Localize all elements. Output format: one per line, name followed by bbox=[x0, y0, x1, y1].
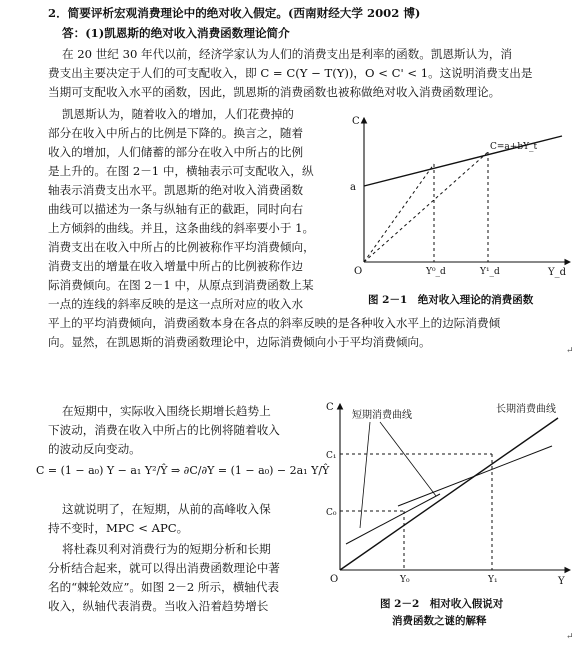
para-line: 轴表示消费支出水平。凯恩斯的绝对收入消费函数 bbox=[48, 183, 304, 197]
long-run-consumption-line bbox=[340, 418, 558, 570]
tick-y0: Y₀ bbox=[400, 575, 410, 585]
c1-label: C₁ bbox=[326, 451, 337, 461]
para-line: 费支出主要决定于人们的可支配收入，即 C = C(Y − T(Y))，O < C' < 1。这说明消费支出是 bbox=[48, 66, 533, 80]
ray-to-point-1 bbox=[364, 152, 488, 262]
para-line: 消费支出的增量在收入增量中所占的比例被称作边 bbox=[48, 259, 304, 273]
paragraph-mark: ↵ bbox=[566, 346, 574, 356]
tick-y1: Y₁ bbox=[488, 575, 498, 585]
c0-label: C₀ bbox=[326, 508, 337, 518]
para-line: 收入，纵轴代表消费。当收入沿着趋势增长 bbox=[48, 599, 269, 613]
figure-caption: 图 2－1 绝对收入理论的消费函数 bbox=[368, 294, 534, 306]
para-line: 下波动，消费在收入中所占的比例将随着收入 bbox=[48, 423, 280, 437]
ray-to-point-0 bbox=[364, 164, 434, 262]
axis-y-label: C bbox=[326, 402, 334, 413]
para-line: 这就说明了，在短期，从前的高峰收入保 bbox=[62, 502, 271, 516]
para-line: 在 20 世纪 30 年代以前，经济学家认为人们的消费支出是利率的函数。凯恩斯认为，消 bbox=[62, 47, 513, 61]
para-line: 际消费倾向。在图 2－1 中，从原点到消费函数上某 bbox=[48, 278, 314, 292]
para-line: 收入的增加，人们储蓄的部分在收入中所占的比例 bbox=[48, 145, 304, 159]
leader-line bbox=[360, 422, 370, 528]
para-line: 消费支出在收入中所占的比例被称作平均消费倾向， bbox=[48, 240, 315, 254]
figure-caption-line2: 消费函数之谜的解释 bbox=[392, 615, 487, 627]
intercept-label: a bbox=[350, 182, 356, 193]
para-line: 向。显然，在凯恩斯的消费函数理论中，边际消费倾向小于平均消费倾向。 bbox=[48, 335, 431, 349]
para-line: 在短期中，实际收入围绕长期增长趋势上 bbox=[62, 404, 271, 418]
para-line: 当期可支配收入水平的函数，因此，凯恩斯的消费函数也被称做绝对收入消费函数理论。 bbox=[48, 85, 501, 99]
para-line: 分析结合起来，就可以得出消费函数理论中著 bbox=[48, 561, 280, 575]
para-line: 部分在收入中所占的比例是下降的。换言之，随着 bbox=[48, 126, 304, 140]
axis-y-label: C bbox=[352, 116, 360, 127]
para-line: 平上的平均消费倾向，消费函数本身在各点的斜率反映的是各种收入水平上的边际消费倾 bbox=[48, 316, 501, 330]
para-line: 凯恩斯认为，随着收入的增加，人们花费掉的 bbox=[62, 107, 294, 121]
para-line: 将杜森贝利对消费行为的短期分析和长期 bbox=[62, 542, 271, 556]
origin-label: O bbox=[330, 574, 339, 585]
paragraph-mark: ↵ bbox=[566, 632, 574, 642]
origin-label: O bbox=[354, 266, 363, 277]
axis-x-label: Y bbox=[558, 576, 565, 587]
short-run-label: 短期消费曲线 bbox=[352, 410, 412, 421]
para-line: 曲线可以描述为一条与纵轴有正的截距，同时向右 bbox=[48, 202, 304, 216]
para-line: 名的“棘轮效应”。如图 2－2 所示，横轴代表 bbox=[48, 580, 280, 594]
long-run-label: 长期消费曲线 bbox=[496, 404, 556, 415]
figure-caption-line1: 图 2－2 相对收入假说对 bbox=[380, 598, 504, 610]
axis-x-label: Y_d bbox=[548, 267, 567, 278]
para-line: 持不变时，MPC < APC。 bbox=[48, 521, 189, 535]
para-line: 上方倾斜的曲线。并且，这条曲线的斜率要小于 1。 bbox=[48, 221, 315, 235]
leader-line bbox=[380, 422, 436, 496]
figure-2-1 bbox=[348, 112, 576, 300]
question-heading: 2．简要评析宏观消费理论中的绝对收入假定。(西南财经大学 2002 博) bbox=[48, 6, 421, 20]
para-line: 的波动反向变动。 bbox=[48, 442, 141, 456]
answer-title: 答：(1)凯恩斯的绝对收入消费函数理论简介 bbox=[62, 26, 290, 40]
para-line: 是上升的。在图 2－1 中，横轴表示可支配收入，纵 bbox=[48, 164, 314, 178]
para-line: 一点的连线的斜率反映的是这一点所对应的收入水 bbox=[48, 297, 304, 311]
figure-2-2 bbox=[320, 398, 576, 594]
formula: C = (1 − a₀) Y − a₁ Y²/Ŷ ⇒ ∂C/∂Y = (1 − a₀) − 2a₁ Y/Ŷ bbox=[36, 464, 330, 477]
short-run-curve-0 bbox=[346, 494, 440, 544]
tick-y0: Y⁰_d bbox=[426, 267, 446, 277]
tick-y1: Y¹_d bbox=[480, 267, 500, 277]
curve-label: C=a+bY_t bbox=[490, 142, 538, 152]
